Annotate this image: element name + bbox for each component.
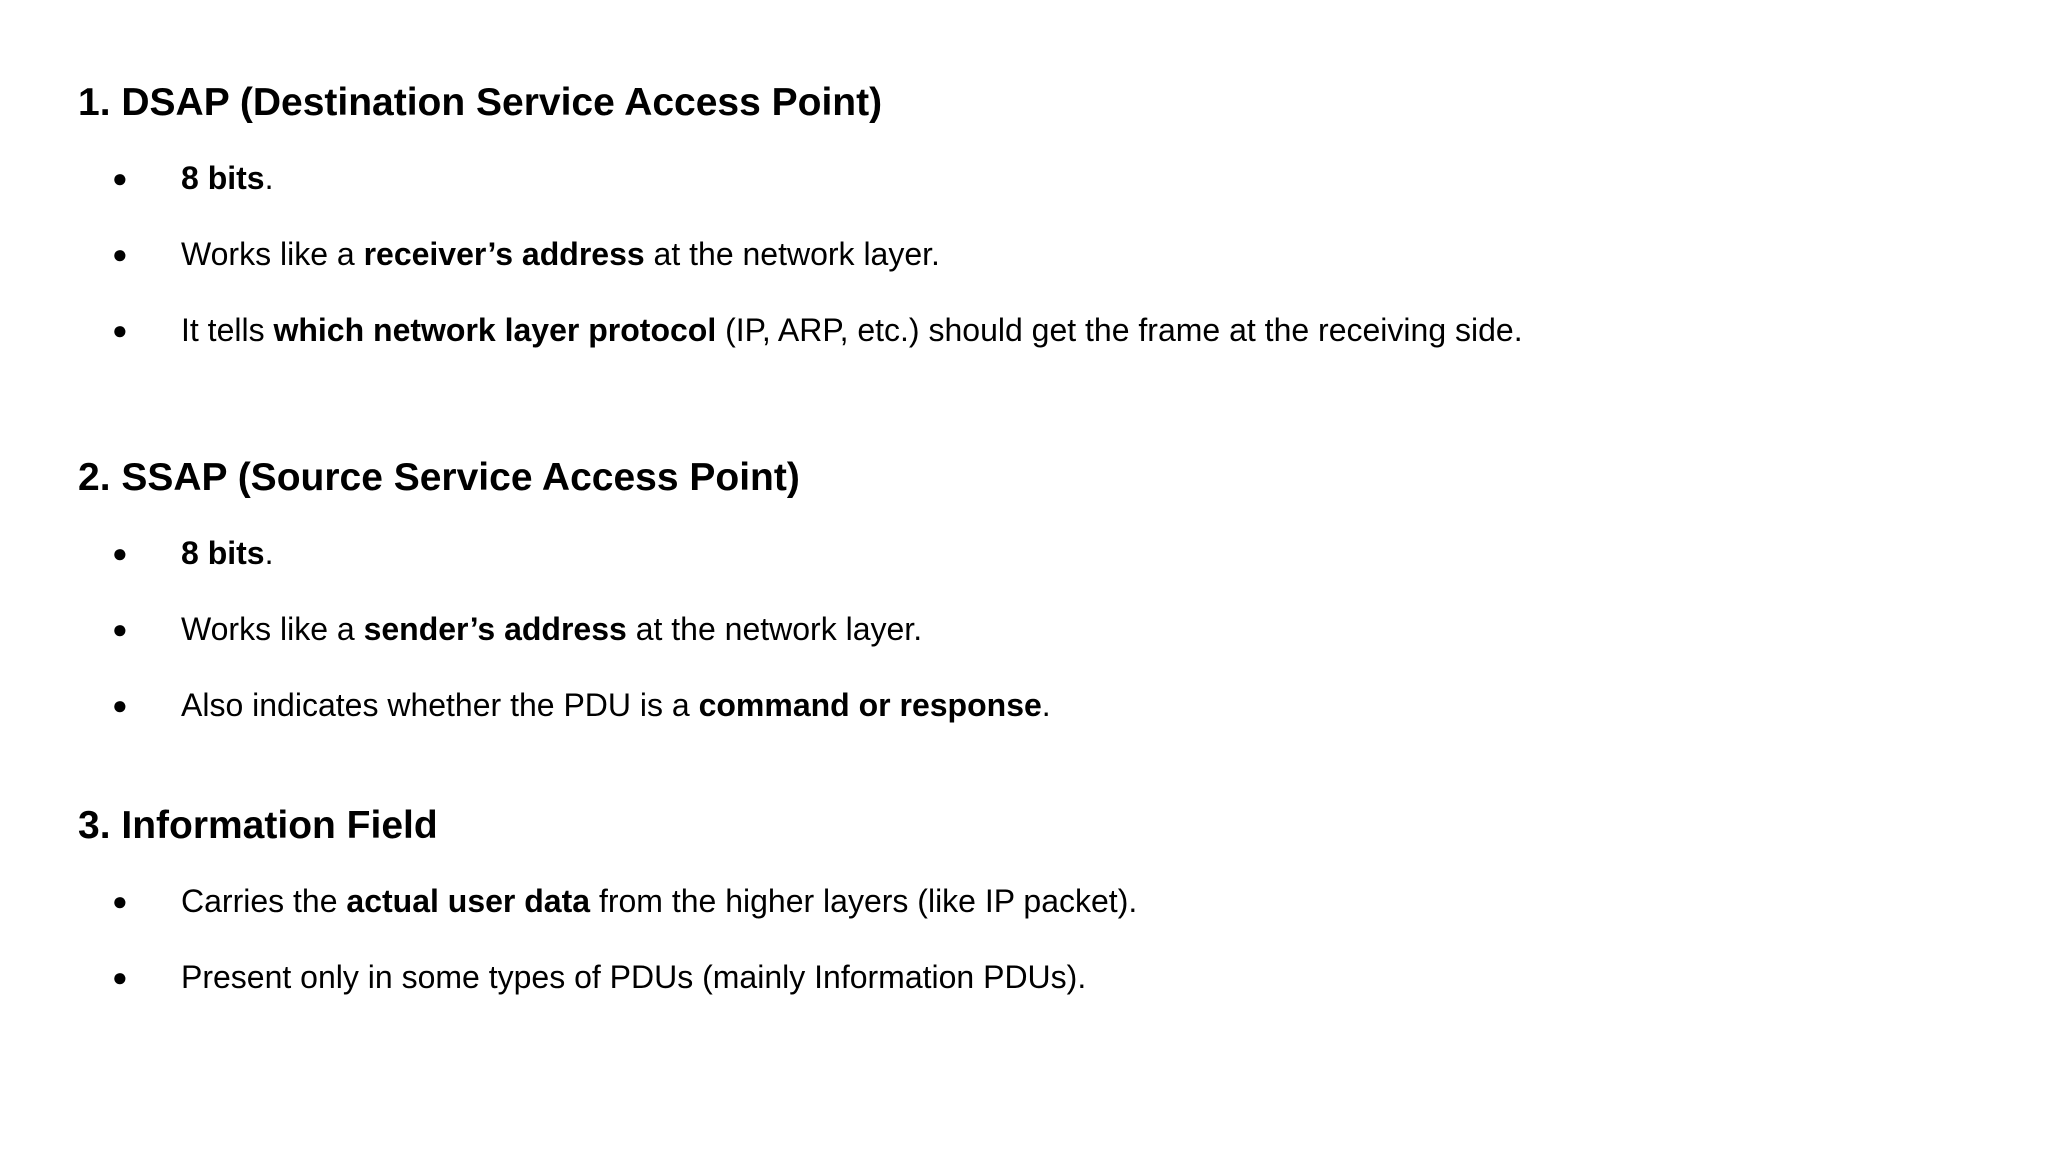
bullet-list <box>78 881 1978 1033</box>
section-heading: 1. DSAP (Destination Service Access Point) <box>78 81 883 124</box>
bullet-icon: ● <box>112 239 128 269</box>
list-item <box>78 158 1978 234</box>
section-dsap <box>78 80 1978 386</box>
bullet-icon: ● <box>112 614 128 644</box>
section-information-field <box>78 803 1978 1033</box>
bullet-text: It tells which network layer protocol (IP, ARP, etc.) should get the frame at the receiving side. <box>181 312 1523 348</box>
bullet-icon: ● <box>112 690 128 720</box>
bullet-icon: ● <box>112 886 128 916</box>
bullet-list <box>78 533 1978 761</box>
bullet-text: Also indicates whether the PDU is a command or response. <box>181 687 1051 723</box>
section-heading: 2. SSAP (Source Service Access Point) <box>78 456 800 499</box>
list-item <box>78 609 1978 685</box>
list-item <box>78 234 1978 310</box>
bullet-icon: ● <box>112 962 128 992</box>
list-item <box>78 881 1978 957</box>
bullet-text: Works like a sender’s address at the network layer. <box>181 611 923 647</box>
list-item <box>78 957 1978 1033</box>
section-heading: 3. Information Field <box>78 804 438 847</box>
list-item <box>78 533 1978 609</box>
bullet-text: 8 bits. <box>181 535 274 571</box>
bullet-icon: ● <box>112 163 128 193</box>
bullet-text: Works like a receiver’s address at the network layer. <box>181 236 940 272</box>
bullet-icon: ● <box>112 538 128 568</box>
bullet-text: Carries the actual user data from the higher layers (like IP packet). <box>181 883 1138 919</box>
bullet-list <box>78 158 1978 386</box>
list-item <box>78 310 1978 386</box>
section-ssap <box>78 455 1978 761</box>
bullet-text: Present only in some types of PDUs (mainly Information PDUs). <box>181 959 1087 995</box>
bullet-text: 8 bits. <box>181 160 274 196</box>
bullet-icon: ● <box>112 315 128 345</box>
list-item <box>78 685 1978 761</box>
